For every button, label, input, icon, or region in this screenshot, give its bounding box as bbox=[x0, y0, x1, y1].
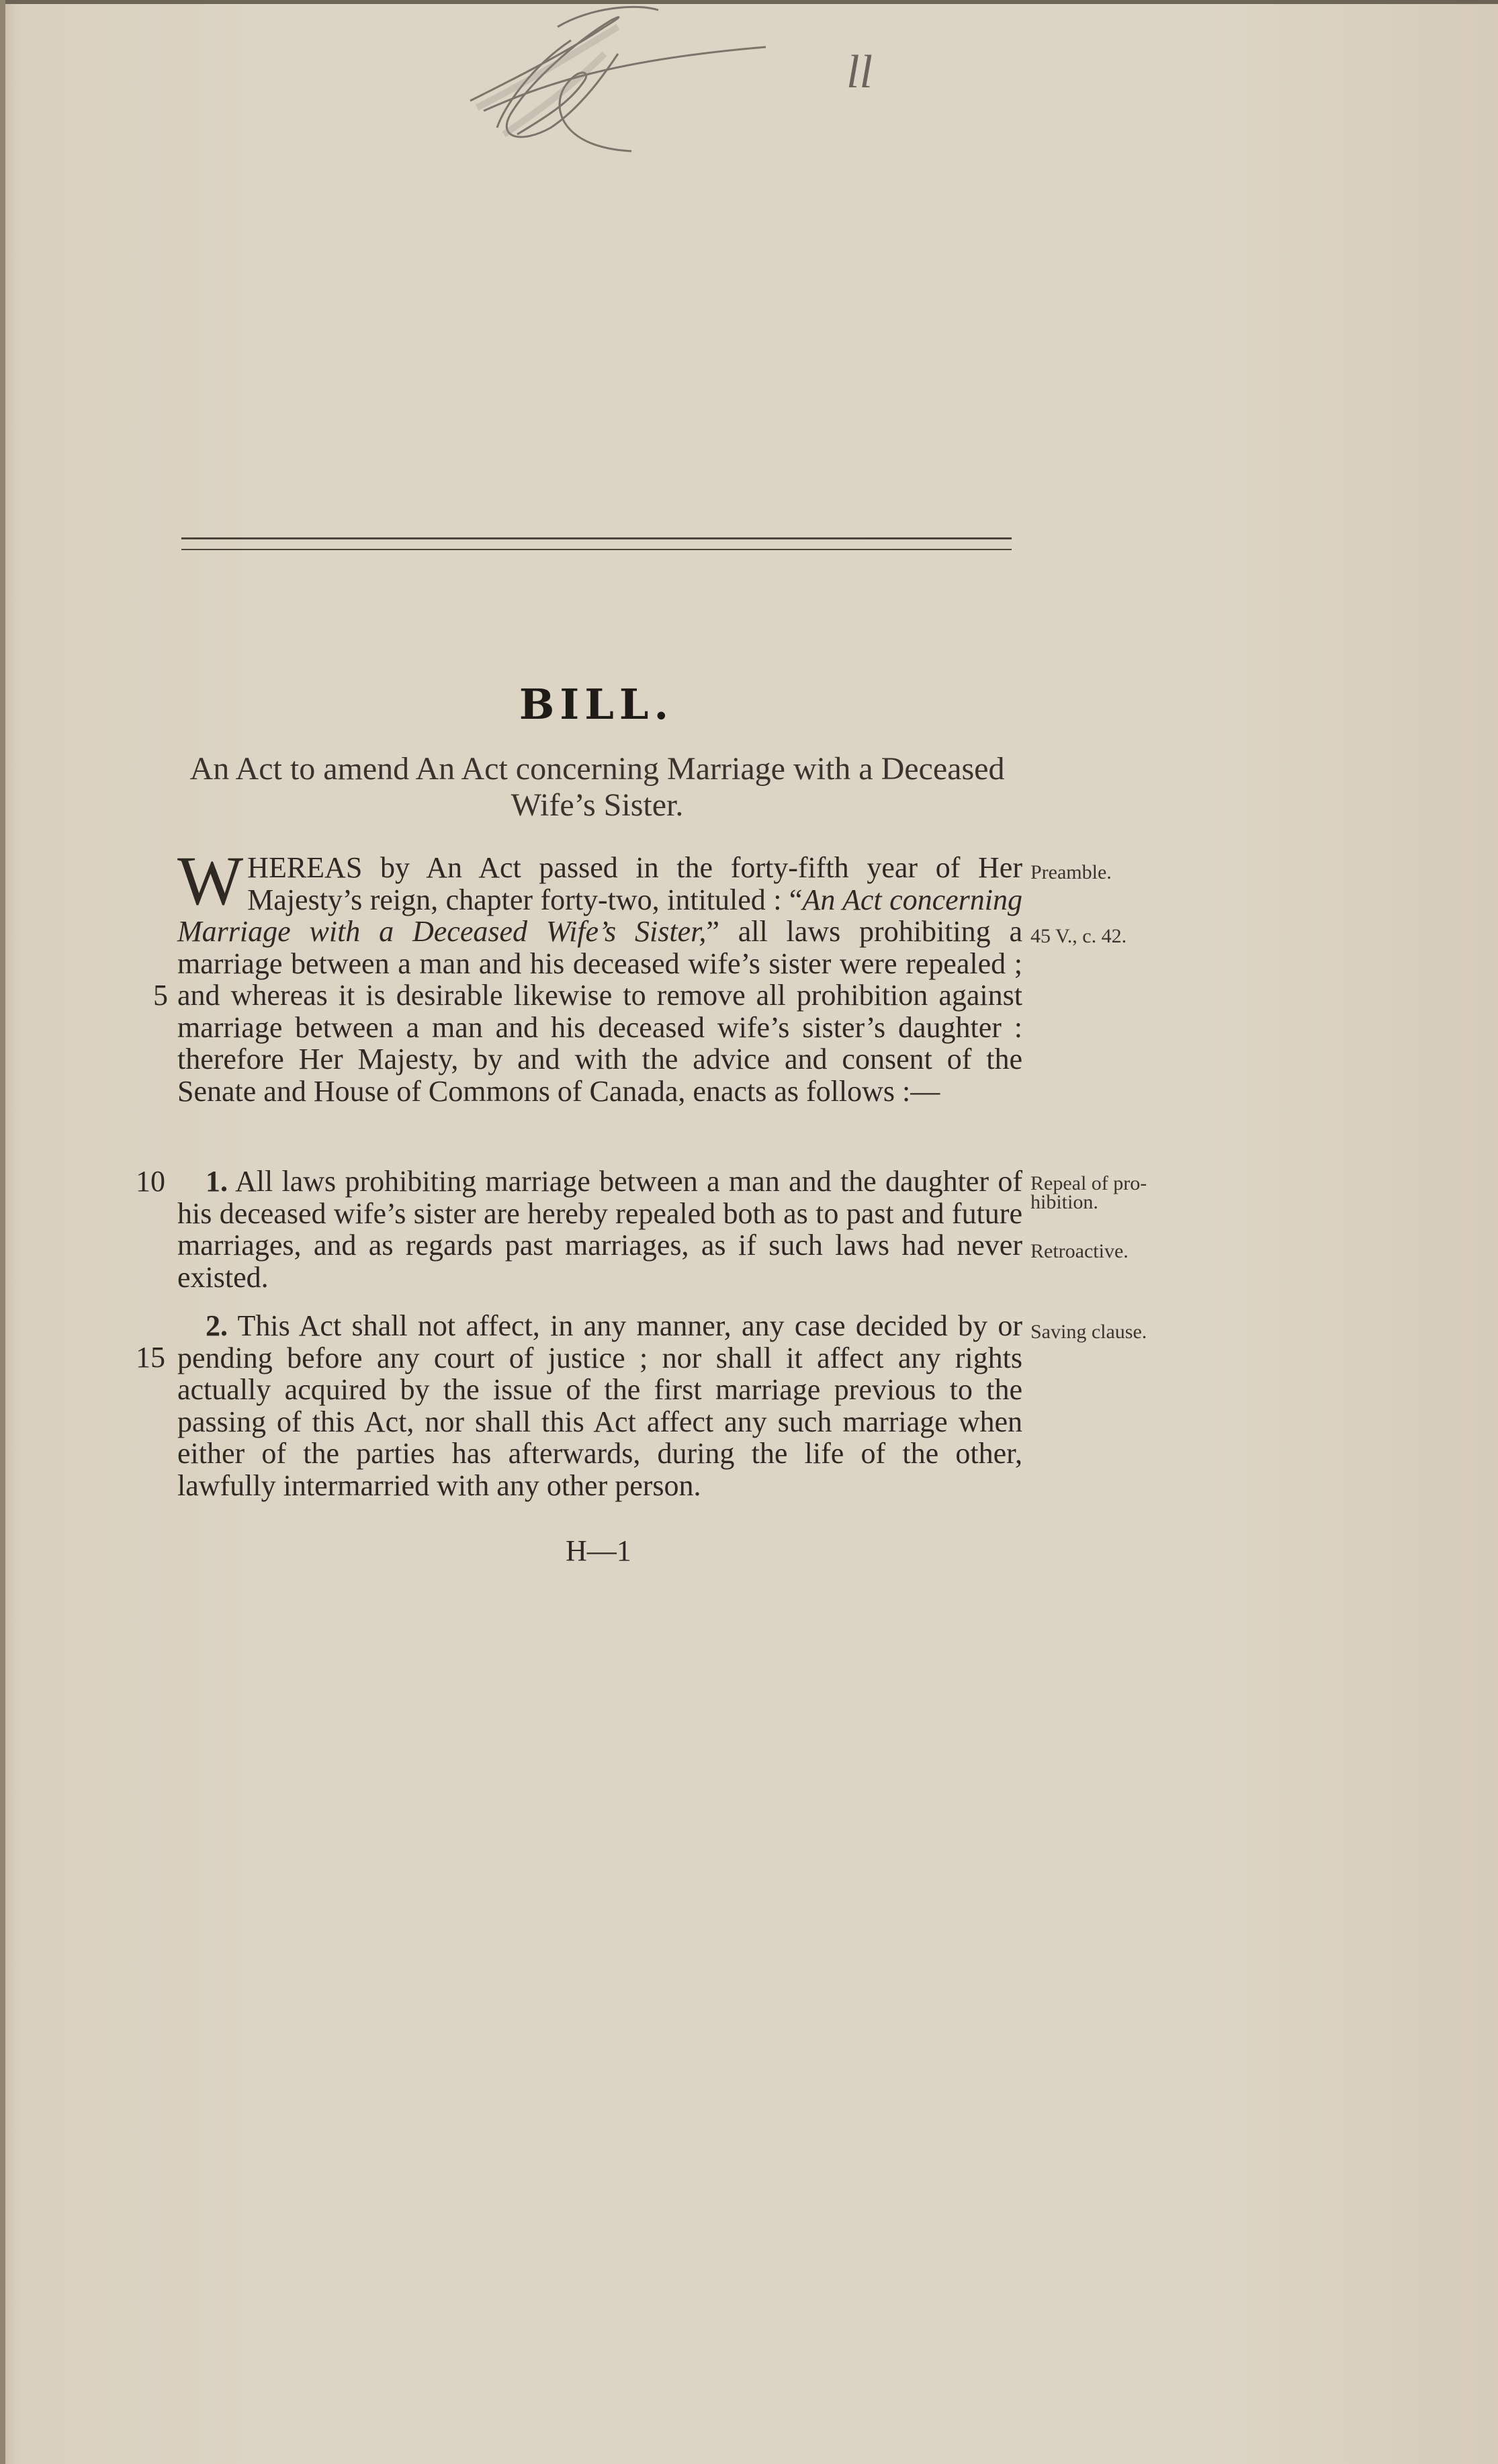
line-number-15: 15 bbox=[136, 1341, 165, 1374]
page-left-edge bbox=[0, 0, 5, 2464]
section-1-text: All laws prohibiting marriage between a man and the daughter of his deceased wife’s sister are hereby repealed both as to past and future marriages, and as regards past marriages, as if such laws had never existed. bbox=[177, 1165, 1023, 1294]
preamble-text-end: ” all laws prohibiting a marriage between a man and his deceased wife’s sister were repealed ; and whereas it is desirable likewise to remove all prohibition against marriage between a man and his deceased wife’s sister’s daughter : therefore Her Majesty, by and with the advice and consent of the Senate and House of Commons of Canada, enacts as follows :— bbox=[177, 915, 1022, 1108]
margin-note-repeal-1: Repeal of pro- bbox=[1030, 1172, 1147, 1194]
pencil-annotation bbox=[457, 0, 940, 175]
bill-subtitle: An Act to amend An Act concerning Marriage with a Deceased Wife’s Sister. bbox=[189, 751, 1005, 823]
margin-note-repeal-2: hibition. bbox=[1030, 1191, 1098, 1213]
section-1 bbox=[177, 1165, 1022, 1293]
preamble-paragraph bbox=[177, 842, 1023, 1108]
preamble-dropcap: W bbox=[177, 842, 244, 920]
preamble-act-title: An Act concerning Marriage with a Deceased Wife’s Sister, bbox=[177, 883, 1023, 948]
margin-note-retroactive: Retroactive. bbox=[1030, 1240, 1129, 1262]
section-2 bbox=[177, 1310, 1022, 1501]
section-2-number: 2. bbox=[206, 1309, 228, 1342]
margin-note-citation: 45 V., c. 42. bbox=[1030, 925, 1127, 947]
svg-text:ll: ll bbox=[846, 46, 873, 98]
footer-code: H—1 bbox=[566, 1534, 631, 1567]
margin-note-preamble: Preamble. bbox=[1030, 861, 1112, 883]
preamble-text-start: HEREAS by An Act passed in the forty-fifth year of Her Majesty’s reign, chapter forty-two, intituled : “ bbox=[247, 851, 1022, 916]
double-rule bbox=[181, 537, 1012, 550]
section-2-text: This Act shall not affect, in any manner, any case decided by or pending before any court of justice ; nor shall it affect any rights actually acquired by the issue of the first marriage previous to the passing of this Act, nor shall this Act affect any such marriage when either of the parties has afterwards, during the life of the other, lawfully intermarried with any other person. bbox=[177, 1309, 1022, 1502]
line-number-10: 10 bbox=[136, 1165, 165, 1198]
section-1-number: 1. bbox=[206, 1165, 228, 1198]
line-number-5: 5 bbox=[153, 979, 168, 1012]
margin-note-saving: Saving clause. bbox=[1030, 1321, 1147, 1343]
bill-title: BILL. bbox=[519, 680, 674, 729]
